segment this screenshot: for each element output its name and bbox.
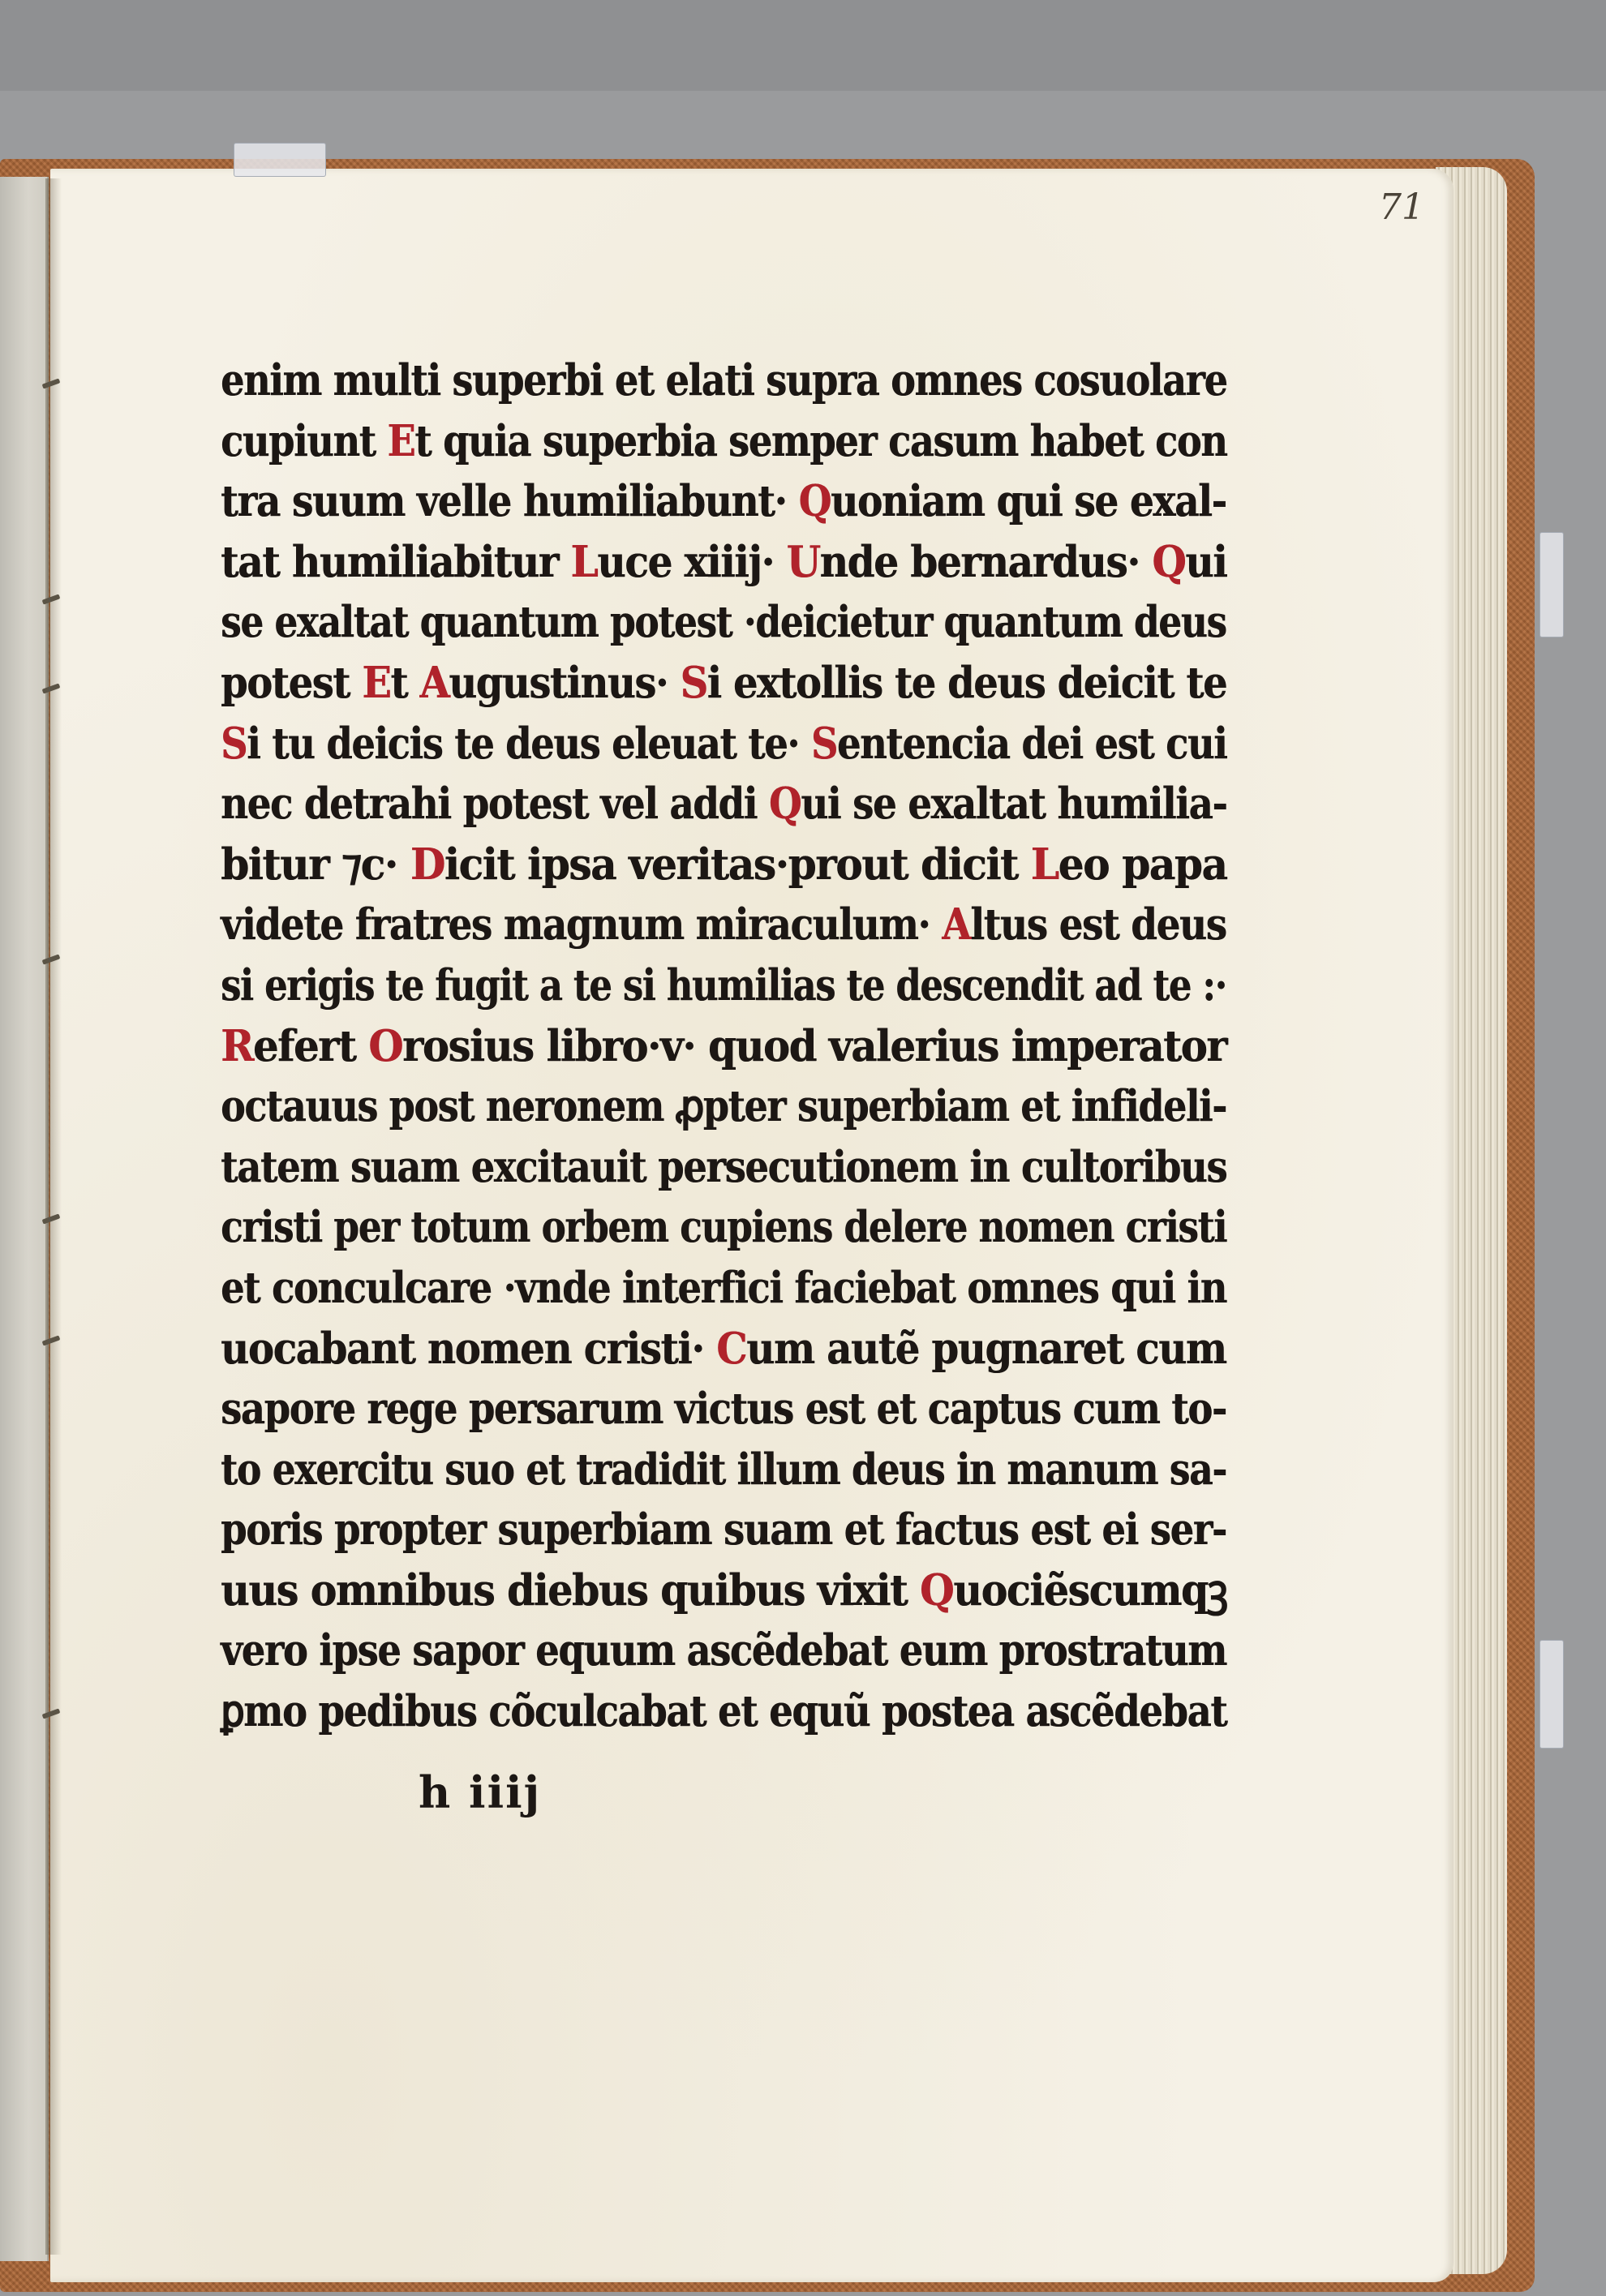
rubricated-initial: R [221, 1020, 253, 1071]
line-segment: videte fratres magnum miraculum· [221, 899, 943, 951]
rubricated-initial: E [387, 415, 415, 466]
text-line [221, 411, 1227, 472]
rubricated-initial: A [942, 899, 971, 951]
text-line [221, 955, 1226, 1016]
line-segment: rosius libro·v· quod valerius imperator [402, 1020, 1226, 1071]
text-line [221, 1197, 1227, 1258]
text-line [221, 471, 1226, 532]
line-segment: si erigis te fugit a te si humilias te descendit ad te :· [221, 959, 1226, 1011]
text-line [221, 350, 1227, 411]
rubricated-initial: D [410, 839, 444, 890]
signature-mark: h iiij [419, 1766, 542, 1818]
line-segment: bitur ⁊c· [221, 839, 410, 890]
line-segment: uocabant nomen cristi· [221, 1323, 717, 1374]
line-segment: ugustinus· [449, 657, 681, 708]
rubricated-initial: A [419, 657, 449, 708]
rubricated-initial: Q [919, 1564, 954, 1616]
text-line [221, 1560, 1227, 1621]
line-segment: entencia dei est cui [836, 718, 1227, 769]
text-line [221, 1258, 1226, 1319]
line-segment: tat humiliabitur [221, 536, 571, 587]
text-line [221, 835, 1227, 895]
line-segment: uus omnibus diebus quibus vixit [221, 1564, 920, 1616]
text-line [221, 1681, 1227, 1742]
rubricated-initial: S [810, 718, 837, 769]
line-segment: ui [1185, 536, 1227, 587]
line-segment: ltus est deus [970, 899, 1226, 951]
rubricated-initial: L [1030, 839, 1058, 890]
line-segment: poris propter superbiam suam et factus est ei ser- [221, 1504, 1226, 1556]
line-segment: i extollis te deus deicit te [706, 657, 1227, 708]
page-clip-right-upper [1539, 532, 1564, 637]
text-line [221, 895, 1226, 955]
rubricated-initial: Q [768, 779, 801, 830]
line-segment: nde bernardus· [819, 536, 1153, 587]
folio-number: 71 [1379, 187, 1424, 228]
backdrop-top [0, 0, 1606, 91]
text-line [221, 1137, 1227, 1198]
line-segment: uce xiiij· [597, 536, 787, 587]
line-segment: efert [252, 1020, 369, 1071]
text-line [221, 1016, 1226, 1077]
line-segment: ui se exaltat humilia- [801, 779, 1227, 830]
page-clip-right-lower [1539, 1640, 1564, 1749]
text-line [221, 774, 1227, 835]
rubricated-initial: U [786, 536, 820, 587]
rubricated-initial: C [716, 1323, 747, 1374]
rubricated-initial: L [570, 536, 598, 587]
line-segment: uoniam qui se exal- [831, 476, 1226, 527]
text-line [221, 1076, 1226, 1137]
text-line [221, 592, 1226, 653]
line-segment: tatem suam excitauit persecutionem in cultoribus [221, 1141, 1227, 1192]
line-segment: nec detrahi potest vel addi [221, 779, 769, 830]
text-block [221, 350, 1226, 1742]
line-segment: enim multi superbi et elati supra omnes cosuolare [221, 355, 1227, 406]
line-segment: cupiunt [221, 415, 388, 466]
text-line [221, 1500, 1226, 1560]
line-segment: potest [221, 657, 363, 708]
line-segment: icit ipsa veritas·prout dicit [444, 839, 1031, 890]
rubricated-initial: Q [798, 476, 831, 527]
text-line [221, 1620, 1226, 1681]
line-segment: vero ipse sapor equum ascẽdebat eum prostratum [221, 1625, 1226, 1676]
rubricated-initial: Q [1152, 536, 1186, 587]
line-segment: se exaltat quantum potest ·deicietur quantum deus [221, 597, 1226, 648]
left-page-edge [0, 177, 49, 2261]
page-clip-top [234, 143, 326, 177]
rubricated-initial: S [680, 657, 707, 708]
line-segment: i tu deicis te deus eleuat te· [247, 718, 811, 769]
line-segment: um autẽ pugnaret cum [746, 1323, 1226, 1374]
text-line [221, 1319, 1226, 1380]
line-segment: eo papa [1058, 839, 1227, 890]
line-segment: et conculcare ·vnde interfici faciebat omnes qui in [221, 1262, 1226, 1313]
text-line [221, 1440, 1226, 1500]
text-line [221, 1379, 1226, 1440]
line-segment: cristi per totum orbem cupiens delere nomen cristi [221, 1202, 1227, 1253]
line-segment: sapore rege persarum victus est et captus cum to- [221, 1384, 1226, 1435]
rubricated-initial: S [221, 718, 247, 769]
line-segment: octauus post neronem ꝓpter superbiam et infideli- [221, 1081, 1226, 1132]
text-line [221, 653, 1227, 714]
line-segment: to exercitu suo et tradidit illum deus in manum sa- [221, 1444, 1226, 1495]
line-segment: uociẽscumqꝫ [953, 1564, 1227, 1616]
text-line [221, 532, 1227, 593]
rubricated-initial: E [362, 657, 391, 708]
line-segment: tra suum velle humiliabunt· [221, 476, 799, 527]
line-segment: t quia superbia semper casum habet con [414, 415, 1227, 466]
rubricated-initial: O [368, 1020, 402, 1071]
line-segment: t [390, 657, 420, 708]
text-line [221, 714, 1227, 775]
line-segment: ꝑmo pedibus cõculcabat et equũ postea ascẽdebat [221, 1686, 1227, 1737]
